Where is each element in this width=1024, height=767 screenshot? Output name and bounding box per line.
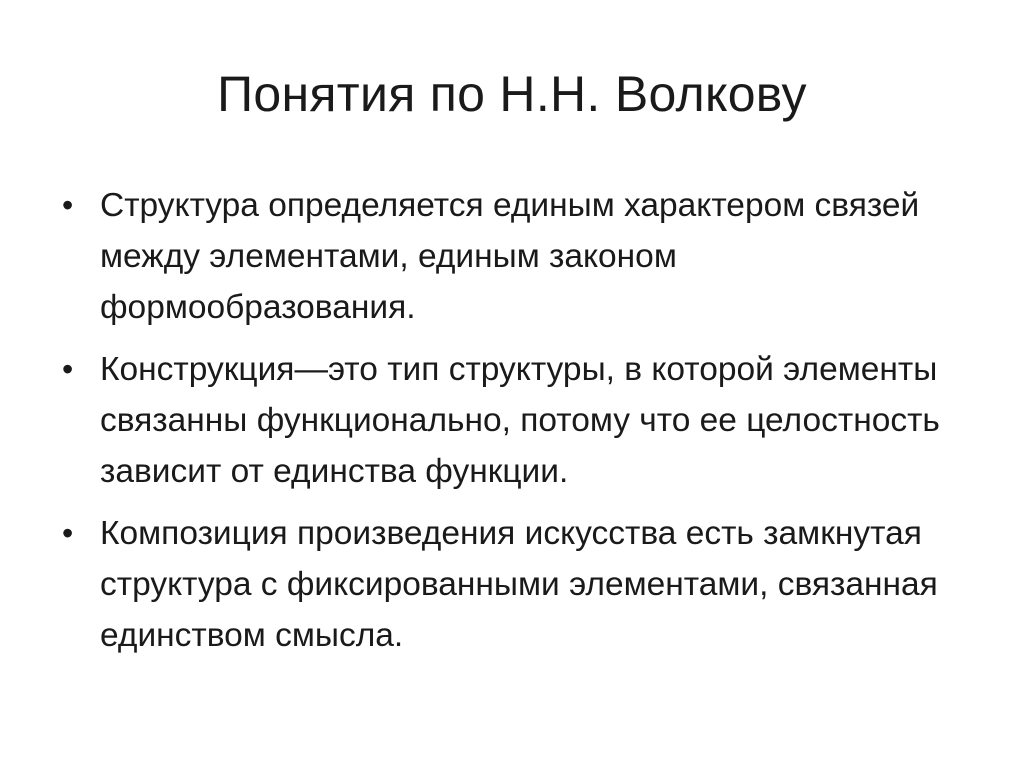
bullet-text: Структура определяется единым характером связей между элементами, единым законом формообразования. — [100, 187, 920, 326]
slide-title: Понятия по Н.Н. Волкову — [217, 66, 807, 122]
bullet-text: Композиция произведения искусства есть замкнутая структура с фиксированными элементами, связанная единством смысла. — [100, 515, 938, 654]
bullet-item-composition — [60, 508, 940, 661]
bullet-text: Конструкция—это тип структуры, в которой элементы связанны функционально, потому что ее целостность зависит от единства функции. — [100, 351, 940, 490]
bullet-list — [60, 180, 940, 672]
bullet-icon: • — [62, 351, 74, 387]
bullet-item-structure — [60, 180, 940, 333]
bullet-icon: • — [62, 187, 74, 223]
bullet-icon: • — [62, 515, 74, 551]
bullet-item-construction — [60, 344, 940, 497]
